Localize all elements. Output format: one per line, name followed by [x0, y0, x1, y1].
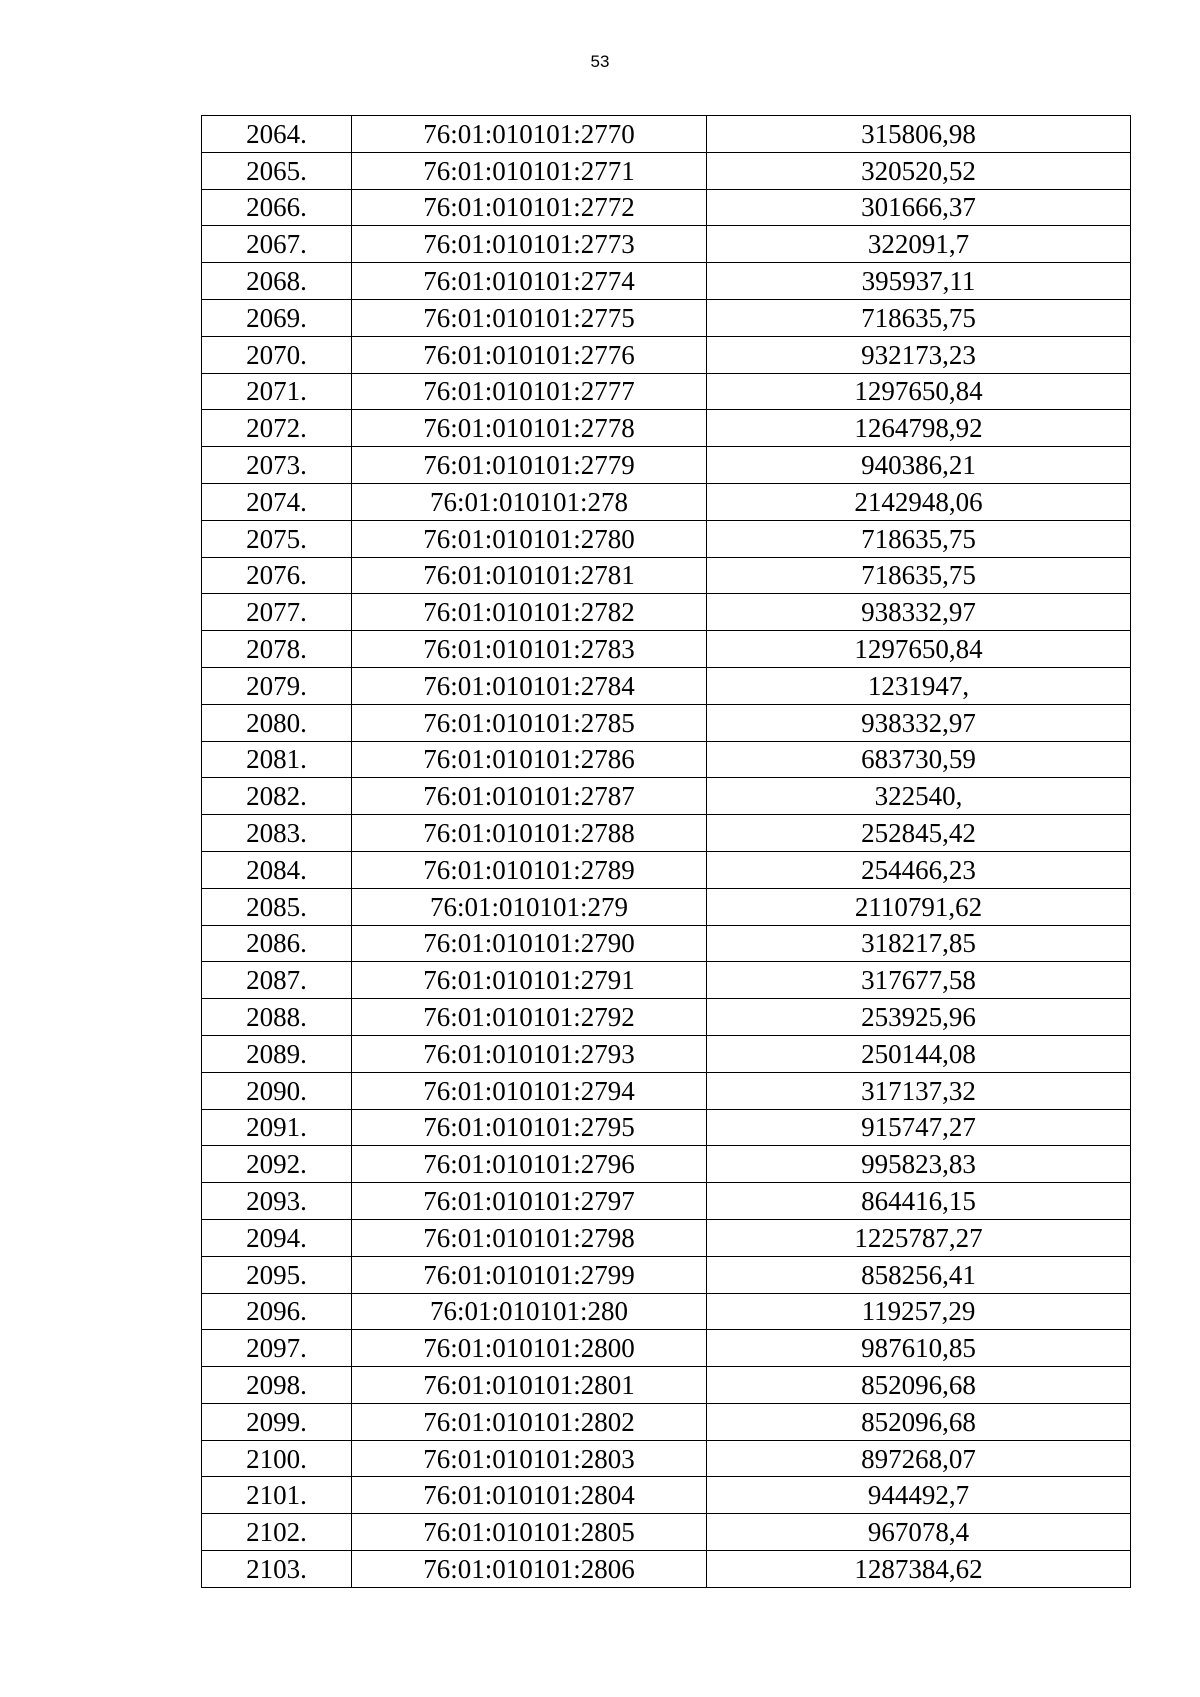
row-number-cell: 2073.	[202, 447, 352, 484]
row-number-cell: 2070.	[202, 336, 352, 373]
table-row	[202, 1072, 1131, 1109]
cadastral-number-cell: 76:01:010101:2787	[352, 778, 707, 815]
cadastral-value-cell: 395937,11	[707, 263, 1131, 300]
cadastral-number-cell: 76:01:010101:2774	[352, 263, 707, 300]
row-number-cell: 2103.	[202, 1551, 352, 1588]
cadastral-value-cell: 318217,85	[707, 925, 1131, 962]
table-row	[202, 631, 1131, 668]
cadastral-number-cell: 76:01:010101:2772	[352, 189, 707, 226]
cadastral-value-cell: 317137,32	[707, 1072, 1131, 1109]
cadastral-number-cell: 76:01:010101:2796	[352, 1146, 707, 1183]
cadastral-value-cell: 852096,68	[707, 1367, 1131, 1404]
cadastral-value-cell: 915747,27	[707, 1109, 1131, 1146]
row-number-cell: 2096.	[202, 1293, 352, 1330]
table-row	[202, 1219, 1131, 1256]
row-number-cell: 2086.	[202, 925, 352, 962]
cadastral-value-cell: 938332,97	[707, 594, 1131, 631]
cadastral-number-cell: 76:01:010101:2799	[352, 1256, 707, 1293]
row-number-cell: 2091.	[202, 1109, 352, 1146]
cadastral-number-cell: 76:01:010101:2773	[352, 226, 707, 263]
cadastral-number-cell: 76:01:010101:2788	[352, 815, 707, 852]
table-row	[202, 704, 1131, 741]
cadastral-number-cell: 76:01:010101:2795	[352, 1109, 707, 1146]
cadastral-value-cell: 864416,15	[707, 1183, 1131, 1220]
row-number-cell: 2092.	[202, 1146, 352, 1183]
cadastral-value-cell: 254466,23	[707, 851, 1131, 888]
cadastral-value-cell: 897268,07	[707, 1440, 1131, 1477]
table-row	[202, 189, 1131, 226]
cadastral-value-cell: 718635,75	[707, 299, 1131, 336]
cadastral-number-cell: 76:01:010101:2784	[352, 667, 707, 704]
row-number-cell: 2094.	[202, 1219, 352, 1256]
cadastral-value-cell: 250144,08	[707, 1035, 1131, 1072]
cadastral-number-cell: 76:01:010101:2786	[352, 741, 707, 778]
cadastral-number-cell: 76:01:010101:2778	[352, 410, 707, 447]
cadastral-number-cell: 76:01:010101:2798	[352, 1219, 707, 1256]
cadastral-value-cell: 1231947,	[707, 667, 1131, 704]
table-row	[202, 1367, 1131, 1404]
row-number-cell: 2102.	[202, 1514, 352, 1551]
row-number-cell: 2082.	[202, 778, 352, 815]
row-number-cell: 2098.	[202, 1367, 352, 1404]
table-row	[202, 1440, 1131, 1477]
table-row	[202, 1035, 1131, 1072]
row-number-cell: 2089.	[202, 1035, 352, 1072]
cadastral-value-cell: 858256,41	[707, 1256, 1131, 1293]
table-row	[202, 1551, 1131, 1588]
table-row	[202, 667, 1131, 704]
row-number-cell: 2065.	[202, 152, 352, 189]
cadastral-number-cell: 76:01:010101:2785	[352, 704, 707, 741]
cadastral-value-cell: 932173,23	[707, 336, 1131, 373]
cadastral-number-cell: 76:01:010101:2791	[352, 962, 707, 999]
table-row	[202, 1477, 1131, 1514]
cadastral-number-cell: 76:01:010101:2801	[352, 1367, 707, 1404]
cadastral-value-cell: 301666,37	[707, 189, 1131, 226]
row-number-cell: 2079.	[202, 667, 352, 704]
table-row	[202, 1514, 1131, 1551]
row-number-cell: 2083.	[202, 815, 352, 852]
cadastral-number-cell: 76:01:010101:2783	[352, 631, 707, 668]
cadastral-number-cell: 76:01:010101:2806	[352, 1551, 707, 1588]
row-number-cell: 2075.	[202, 520, 352, 557]
table-row	[202, 299, 1131, 336]
table-row	[202, 263, 1131, 300]
row-number-cell: 2077.	[202, 594, 352, 631]
table-row	[202, 594, 1131, 631]
cadastral-number-cell: 76:01:010101:2789	[352, 851, 707, 888]
row-number-cell: 2099.	[202, 1403, 352, 1440]
cadastral-number-cell: 76:01:010101:2804	[352, 1477, 707, 1514]
cadastral-value-cell: 938332,97	[707, 704, 1131, 741]
cadastral-value-cell: 967078,4	[707, 1514, 1131, 1551]
cadastral-value-cell: 995823,83	[707, 1146, 1131, 1183]
row-number-cell: 2093.	[202, 1183, 352, 1220]
cadastral-number-cell: 76:01:010101:2776	[352, 336, 707, 373]
table-row	[202, 1330, 1131, 1367]
cadastral-number-cell: 76:01:010101:2775	[352, 299, 707, 336]
cadastral-number-cell: 76:01:010101:2782	[352, 594, 707, 631]
table-row	[202, 888, 1131, 925]
cadastral-value-cell: 119257,29	[707, 1293, 1131, 1330]
row-number-cell: 2084.	[202, 851, 352, 888]
row-number-cell: 2088.	[202, 999, 352, 1036]
cadastral-value-cell: 252845,42	[707, 815, 1131, 852]
cadastral-number-cell: 76:01:010101:2781	[352, 557, 707, 594]
cadastral-value-cell: 2110791,62	[707, 888, 1131, 925]
cadastral-value-table	[201, 115, 1131, 1588]
table-row	[202, 1146, 1131, 1183]
cadastral-value-cell: 987610,85	[707, 1330, 1131, 1367]
cadastral-number-cell: 76:01:010101:2794	[352, 1072, 707, 1109]
row-number-cell: 2081.	[202, 741, 352, 778]
cadastral-value-cell: 1297650,84	[707, 631, 1131, 668]
cadastral-number-cell: 76:01:010101:279	[352, 888, 707, 925]
cadastral-number-cell: 76:01:010101:2793	[352, 1035, 707, 1072]
cadastral-number-cell: 76:01:010101:278	[352, 483, 707, 520]
table-row	[202, 1293, 1131, 1330]
table-row	[202, 1256, 1131, 1293]
row-number-cell: 2090.	[202, 1072, 352, 1109]
table-row	[202, 152, 1131, 189]
table-row	[202, 741, 1131, 778]
table-row	[202, 373, 1131, 410]
cadastral-value-cell: 944492,7	[707, 1477, 1131, 1514]
row-number-cell: 2087.	[202, 962, 352, 999]
row-number-cell: 2064.	[202, 116, 352, 153]
table-row	[202, 1109, 1131, 1146]
table-row	[202, 520, 1131, 557]
row-number-cell: 2076.	[202, 557, 352, 594]
cadastral-number-cell: 76:01:010101:2805	[352, 1514, 707, 1551]
cadastral-value-cell: 683730,59	[707, 741, 1131, 778]
row-number-cell: 2068.	[202, 263, 352, 300]
row-number-cell: 2069.	[202, 299, 352, 336]
table-row	[202, 962, 1131, 999]
row-number-cell: 2072.	[202, 410, 352, 447]
cadastral-number-cell: 76:01:010101:2777	[352, 373, 707, 410]
cadastral-value-cell: 253925,96	[707, 999, 1131, 1036]
table-row	[202, 815, 1131, 852]
cadastral-value-cell: 1264798,92	[707, 410, 1131, 447]
table-row	[202, 226, 1131, 263]
cadastral-number-cell: 76:01:010101:2803	[352, 1440, 707, 1477]
table-row	[202, 557, 1131, 594]
cadastral-number-cell: 76:01:010101:280	[352, 1293, 707, 1330]
cadastral-value-cell: 320520,52	[707, 152, 1131, 189]
row-number-cell: 2074.	[202, 483, 352, 520]
cadastral-number-cell: 76:01:010101:2797	[352, 1183, 707, 1220]
row-number-cell: 2071.	[202, 373, 352, 410]
row-number-cell: 2097.	[202, 1330, 352, 1367]
cadastral-value-cell: 1297650,84	[707, 373, 1131, 410]
cadastral-number-cell: 76:01:010101:2800	[352, 1330, 707, 1367]
cadastral-value-cell: 718635,75	[707, 557, 1131, 594]
cadastral-value-cell: 315806,98	[707, 116, 1131, 153]
table-row	[202, 1183, 1131, 1220]
table-row	[202, 1403, 1131, 1440]
cadastral-number-cell: 76:01:010101:2780	[352, 520, 707, 557]
row-number-cell: 2067.	[202, 226, 352, 263]
cadastral-number-cell: 76:01:010101:2792	[352, 999, 707, 1036]
cadastral-value-cell: 940386,21	[707, 447, 1131, 484]
table-body	[202, 116, 1131, 1588]
cadastral-value-cell: 1225787,27	[707, 1219, 1131, 1256]
table-row	[202, 925, 1131, 962]
table-row	[202, 999, 1131, 1036]
cadastral-number-cell: 76:01:010101:2802	[352, 1403, 707, 1440]
table-row	[202, 778, 1131, 815]
cadastral-number-cell: 76:01:010101:2779	[352, 447, 707, 484]
cadastral-value-cell: 718635,75	[707, 520, 1131, 557]
table-row	[202, 447, 1131, 484]
table-row	[202, 116, 1131, 153]
cadastral-value-cell: 2142948,06	[707, 483, 1131, 520]
row-number-cell: 2101.	[202, 1477, 352, 1514]
row-number-cell: 2078.	[202, 631, 352, 668]
row-number-cell: 2095.	[202, 1256, 352, 1293]
row-number-cell: 2066.	[202, 189, 352, 226]
cadastral-number-cell: 76:01:010101:2770	[352, 116, 707, 153]
table-row	[202, 410, 1131, 447]
cadastral-value-cell: 322540,	[707, 778, 1131, 815]
cadastral-value-cell: 322091,7	[707, 226, 1131, 263]
row-number-cell: 2085.	[202, 888, 352, 925]
page-number: 53	[590, 52, 610, 71]
table-row	[202, 851, 1131, 888]
table-row	[202, 336, 1131, 373]
cadastral-value-cell: 1287384,62	[707, 1551, 1131, 1588]
cadastral-value-cell: 317677,58	[707, 962, 1131, 999]
cadastral-number-cell: 76:01:010101:2771	[352, 152, 707, 189]
cadastral-value-cell: 852096,68	[707, 1403, 1131, 1440]
cadastral-number-cell: 76:01:010101:2790	[352, 925, 707, 962]
row-number-cell: 2100.	[202, 1440, 352, 1477]
row-number-cell: 2080.	[202, 704, 352, 741]
table-row	[202, 483, 1131, 520]
